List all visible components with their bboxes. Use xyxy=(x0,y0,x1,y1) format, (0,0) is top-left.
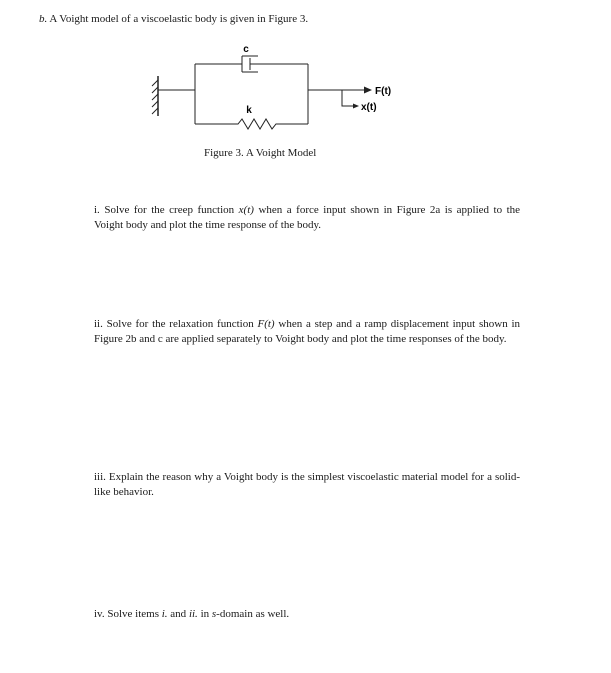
question-2-text-a: Solve for the relaxation function xyxy=(106,318,254,330)
problem-statement: A Voight model of a viscoelastic body is given in Figure 3. xyxy=(49,13,309,25)
question-3-text: Explain the reason why a Voight body is the simplest viscoelastic material model for a solid-like behavior. xyxy=(94,471,520,498)
question-2-number: ii. xyxy=(94,318,103,330)
problem-heading xyxy=(39,12,308,26)
question-4-number: iv. xyxy=(94,608,105,620)
damper-label: c xyxy=(243,44,249,55)
question-4-item-2: ii. xyxy=(188,608,198,620)
question-3-number: iii. xyxy=(94,471,106,483)
figure-caption: Figure 3. A Voight Model xyxy=(204,147,317,159)
question-1-text-b: when a force input shown in Figure 2a is applied to the Voight body and plot the time response of the body. xyxy=(94,204,521,231)
force-arrowhead xyxy=(364,87,372,94)
question-4-text-b: in xyxy=(200,608,210,620)
question-1-text-a: Solve for the creep function xyxy=(104,204,235,216)
question-2 xyxy=(94,317,520,347)
question-4-domain: s xyxy=(211,608,217,620)
displacement-label: x(t) xyxy=(361,102,377,113)
question-4 xyxy=(94,607,520,622)
displacement-arrowhead xyxy=(353,104,359,109)
spring-label: k xyxy=(246,105,252,116)
question-1-number: i. xyxy=(94,204,100,216)
question-2-variable: F(t) xyxy=(257,318,275,330)
question-4-text-a: Solve items xyxy=(107,608,159,620)
question-1 xyxy=(94,203,520,233)
question-4-text-c: -domain as well. xyxy=(216,608,290,620)
problem-marker: b. xyxy=(39,13,48,25)
question-3 xyxy=(94,470,520,500)
question-4-and: and xyxy=(170,608,187,620)
force-label: F(t) xyxy=(375,86,392,97)
question-2-text-b: when a step and a ramp displacement input shown in Figure 2b and c are applied separately to Voight body and plot the time responses of the body. xyxy=(94,318,521,345)
question-1-variable: x(t) xyxy=(238,204,254,216)
damper xyxy=(195,56,308,72)
spring xyxy=(195,119,308,129)
question-4-item-1: i. xyxy=(161,608,168,620)
voight-model-figure xyxy=(150,40,410,135)
displacement-arrow xyxy=(342,90,353,106)
wall-hatching xyxy=(152,80,158,114)
